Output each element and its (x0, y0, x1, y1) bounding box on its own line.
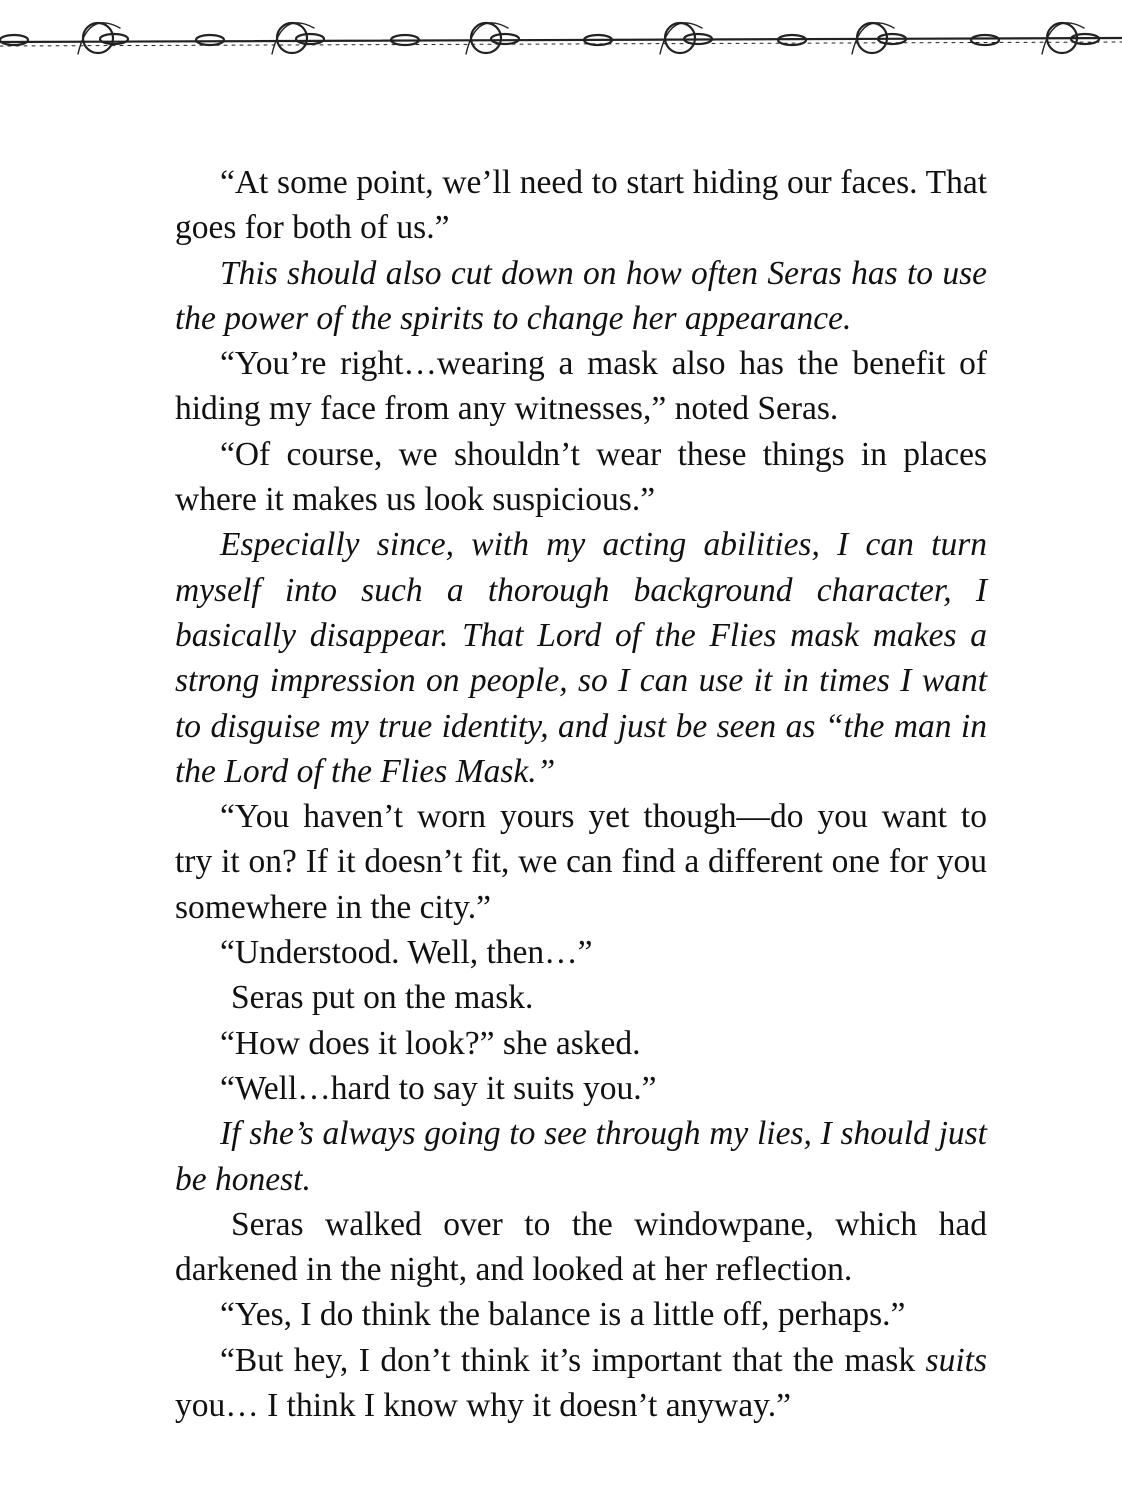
final-paragraph-end: you… I think I know why it doesn’t anyway.” (175, 1387, 791, 1425)
paragraph: “You haven’t worn yours yet though—do you want to try it on? If it doesn’t fit, we can find a different one for you somewhere in the city.” (175, 798, 987, 926)
emphasized-word: suits (925, 1341, 987, 1379)
paragraph: Seras walked over to the windowpane, which had darkened in the night, and looked at her reflection. (175, 1205, 987, 1289)
chain-link (491, 34, 519, 44)
chain-link (0, 35, 28, 45)
paragraph: Seras put on the mask. (231, 979, 534, 1017)
chain-shadow (0, 42, 1122, 46)
paragraph: “Yes, I do think the balance is a little off, perhaps.” (220, 1296, 906, 1334)
inner-thought-paragraph: Especially since, with my acting abilities, I can turn myself into such a thorough background character, I basically disappear. That Lord of the Flies mask makes a strong impression on people, so I can use it in times I want to disguise my true identity, and just be seen as “the man in the Lord of the Flies Mask.” (175, 526, 987, 790)
final-paragraph (175, 1338, 987, 1429)
chain-link (296, 34, 324, 44)
book-page-text (175, 160, 987, 1428)
paragraph: “How does it look?” she asked. (220, 1024, 641, 1062)
paragraph: “Understood. Well, then…” (220, 934, 593, 972)
chain-link (971, 35, 999, 45)
final-paragraph-start: “But hey, I don’t think it’s important that the mask (220, 1341, 926, 1379)
inner-thought-paragraph: This should also cut down on how often Seras has to use the power of the spirits to change her appearance. (175, 254, 987, 337)
paragraph: “At some point, we’ll need to start hiding our faces. That goes for both of us.” (175, 164, 987, 247)
inner-thought-paragraph: If she’s always going to see through my lies, I should just be honest. (175, 1115, 987, 1198)
chain-link (196, 35, 224, 45)
chain-ring (83, 23, 113, 53)
chain-bar (0, 38, 1122, 42)
chain-ring (471, 23, 501, 53)
chain-ring (665, 23, 695, 53)
chain-border-ornament (0, 0, 1122, 80)
paragraph: “You’re right…wearing a mask also has the benefit of hiding my face from any witnesses,” noted Seras. (175, 345, 987, 428)
paragraph: “Of course, we shouldn’t wear these things in places where it makes us look suspicious.” (175, 435, 987, 519)
chain-ring (277, 23, 307, 53)
paragraph: “Well…hard to say it suits you.” (220, 1069, 657, 1107)
